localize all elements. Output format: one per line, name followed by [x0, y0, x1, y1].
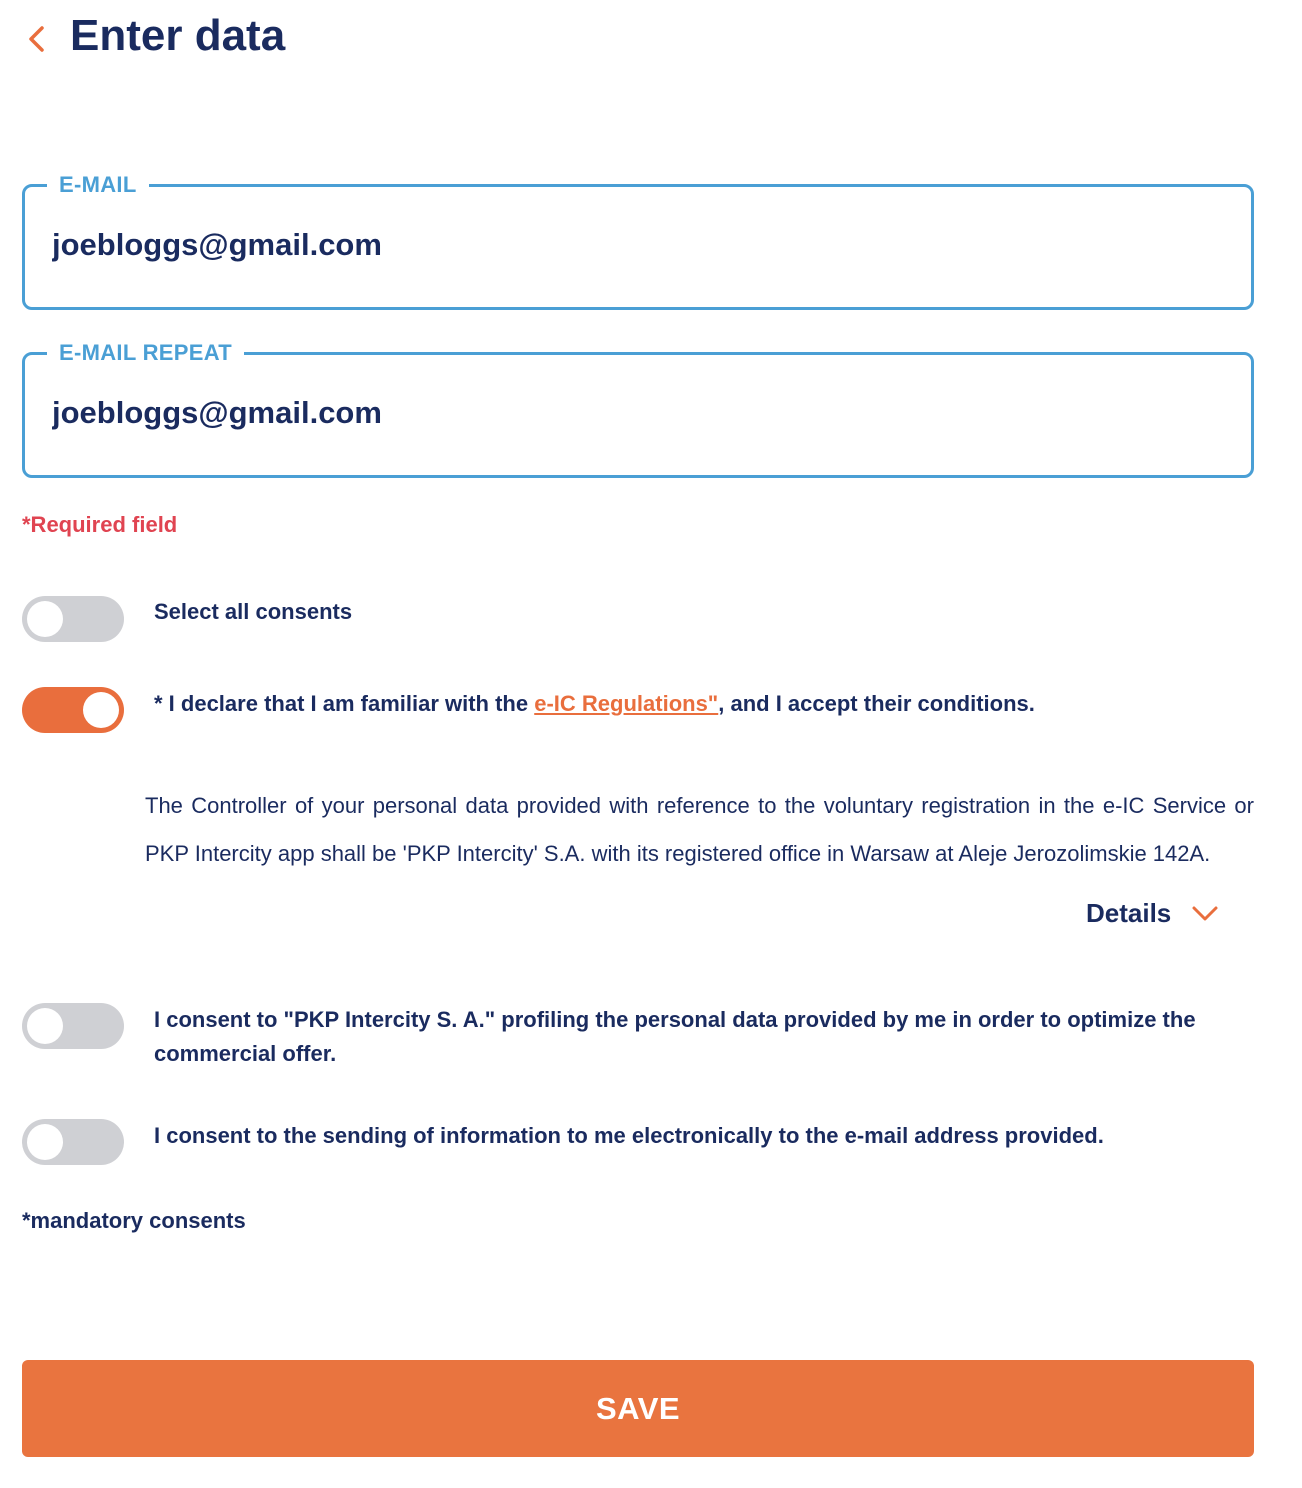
header	[0, 0, 1302, 80]
toggle-knob	[27, 601, 63, 637]
email-field	[22, 172, 1254, 310]
regulations-consent-label	[154, 687, 1254, 721]
regulations-suffix: , and I accept their conditions.	[718, 691, 1035, 716]
electronic-info-toggle[interactable]	[22, 1119, 124, 1165]
details-toggle[interactable]	[1086, 898, 1219, 929]
regulations-prefix: * I declare that I am familiar with the	[154, 691, 535, 716]
save-button[interactable]: SAVE	[22, 1360, 1254, 1457]
email-label: E-MAIL	[47, 170, 149, 200]
required-field-note: *Required field	[22, 512, 178, 537]
regulations-toggle[interactable]	[22, 687, 124, 733]
email-repeat-input[interactable]	[52, 395, 1202, 431]
email-repeat-label: E-MAIL REPEAT	[47, 338, 244, 368]
select-all-label: Select all consents	[154, 599, 353, 624]
data-controller-info: The Controller of your personal data provided with reference to the voluntary registration in the e-IC Service or PKP Intercity app shall be 'PKP Intercity' S.A. with its registered office in Warsaw at Aleje Jerozolimskie 142A.	[145, 793, 1254, 866]
toggle-knob	[83, 692, 119, 728]
email-input[interactable]	[52, 227, 1202, 263]
details-label: Details	[1086, 898, 1172, 928]
profiling-toggle[interactable]	[22, 1003, 124, 1049]
mandatory-consents-note: *mandatory consents	[22, 1208, 246, 1233]
page-title: Enter data	[70, 11, 286, 60]
toggle-knob	[27, 1124, 63, 1160]
electronic-info-consent-label: I consent to the sending of information to me electronically to the e-mail address provided.	[154, 1123, 1104, 1148]
toggle-knob	[27, 1008, 63, 1044]
regulations-link[interactable]: e-IC Regulations"	[534, 691, 719, 716]
email-repeat-field	[22, 340, 1254, 478]
chevron-left-icon[interactable]	[22, 22, 52, 56]
chevron-down-icon	[1191, 905, 1219, 923]
select-all-toggle[interactable]	[22, 596, 124, 642]
profiling-consent-label: I consent to "PKP Intercity S. A." profiling the personal data provided by me in order to optimize the commercial offer.	[154, 1007, 1196, 1066]
